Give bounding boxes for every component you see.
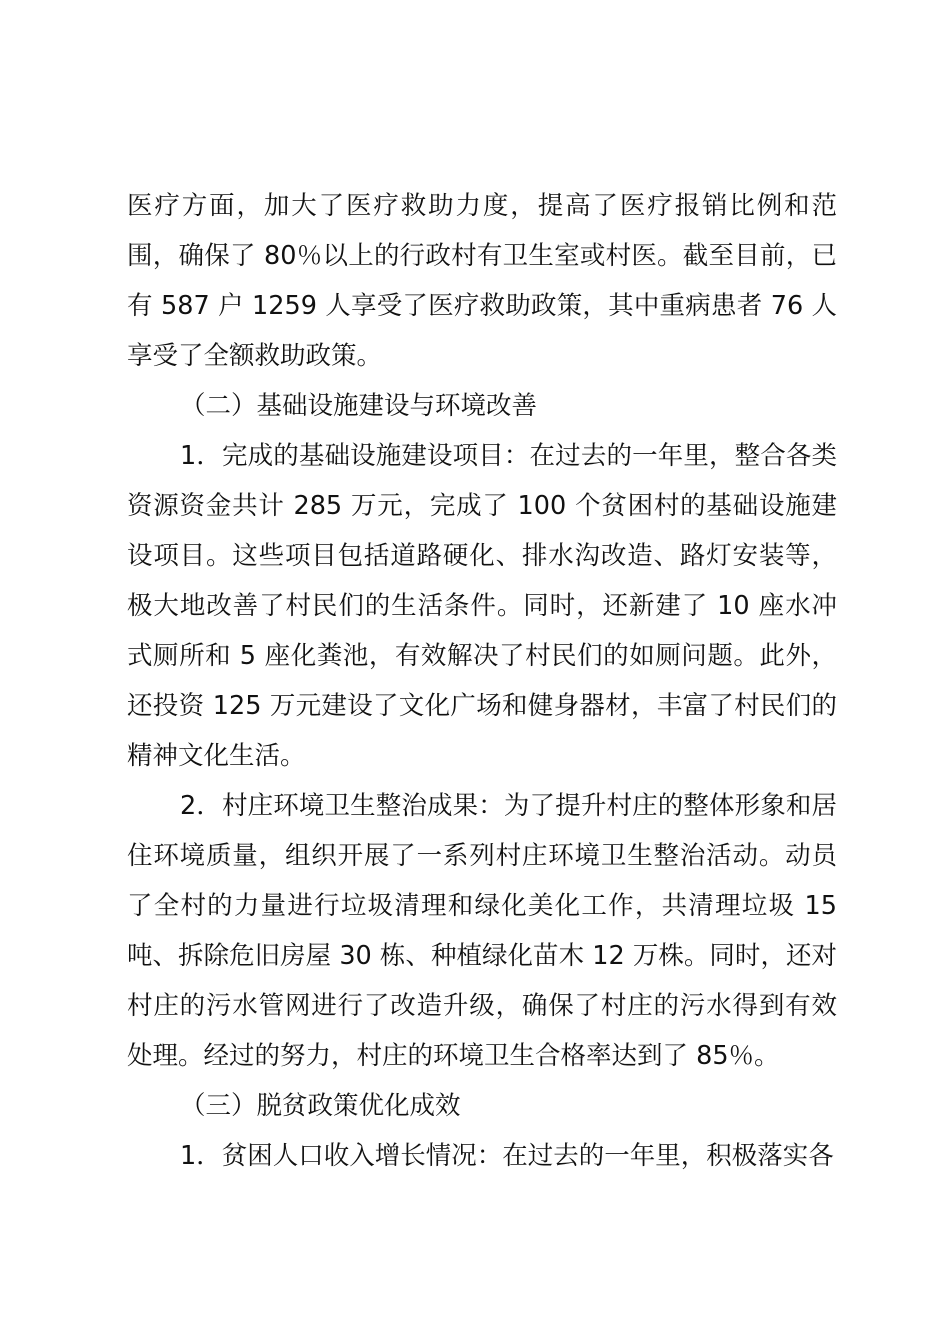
document-body (127, 181, 837, 1181)
paragraph-medical-assistance: 医疗方面，加大了医疗救助力度，提高了医疗报销比例和范围，确保了 80％以上的行政村有卫生室或村医。截至目前，已有 587 户 1259 人享受了医疗救助政策，其中重病患者 76 人享受了全额救助政策。 (127, 191, 837, 371)
paragraph-infrastructure-projects: 1．完成的基础设施建设项目：在过去的一年里，整合各类资源资金共计 285 万元，完成了 100 个贫困村的基础设施建设项目。这些项目包括道路硬化、排水沟改造、路灯安装等，极大地改善了村民们的生活条件。同时，还新建了 10 座水冲式厕所和 5 座化粪池，有效解决了村民们的如厕问题。此外，还投资 125 万元建设了文化广场和健身器材，丰富了村民们的精神文化生活。 (127, 441, 837, 771)
paragraph-income-growth: 1．贫困人口收入增长情况：在过去的一年里，积极落实各 (180, 1141, 834, 1171)
section-heading-infrastructure-environment: （二）基础设施建设与环境改善 (180, 391, 538, 421)
paragraph-village-environment: 2．村庄环境卫生整治成果：为了提升村庄的整体形象和居住环境质量，组织开展了一系列村庄环境卫生整治活动。动员了全村的力量进行垃圾清理和绿化美化工作，共清理垃圾 15 吨、拆除危旧房屋 30 栋、种植绿化苗木 12 万株。同时，还对村庄的污水管网进行了改造升级，确保了村庄的污水得到有效处理。经过的努力，村庄的环境卫生合格率达到了 85％。 (127, 791, 837, 1071)
section-heading-poverty-policy: （三）脱贫政策优化成效 (180, 1091, 461, 1121)
